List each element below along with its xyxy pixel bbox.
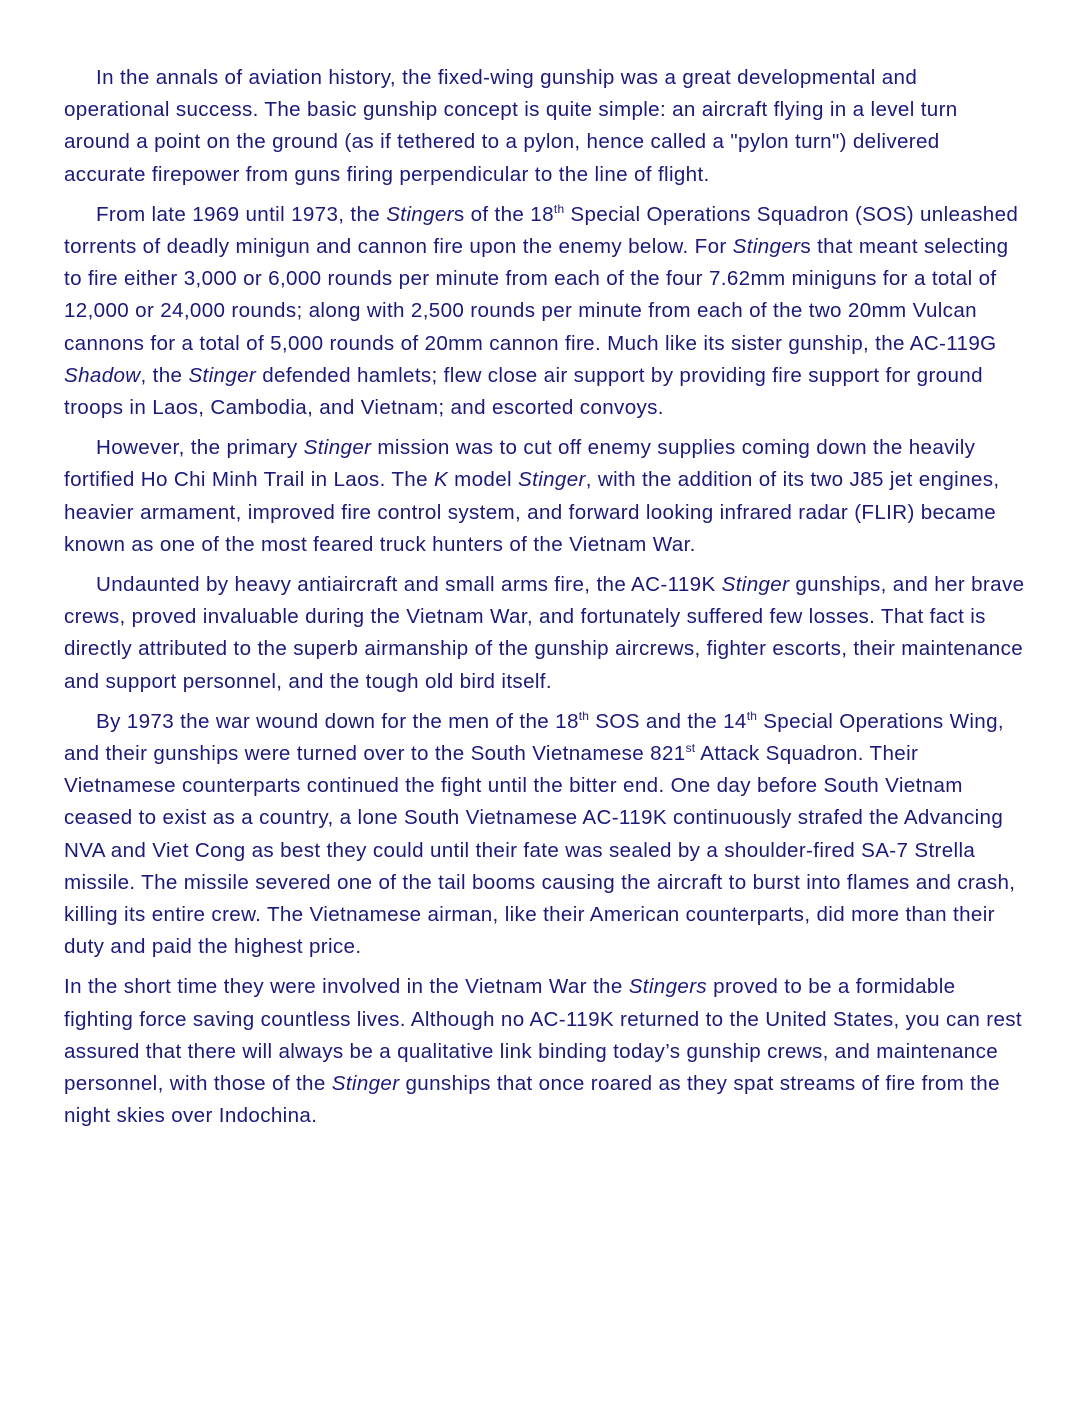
paragraph-text: From late 1969 until 1973, the bbox=[96, 202, 387, 226]
italic-text: K bbox=[433, 468, 449, 492]
ordinal-suffix: st bbox=[685, 741, 696, 756]
paragraph-text: , with the addition of its two J85 jet engines, heavier armament, improved fire control system, and forward looking infrared radar (FLIR) became known as one of the most feared truck hunters of the Vietnam War. bbox=[64, 468, 1000, 556]
paragraph-text: However, the primary bbox=[96, 436, 304, 460]
italic-text: Stinger bbox=[518, 468, 586, 492]
paragraph-text: Special Operations Wing, and their gunships were turned over to the South Vietnamese 821 bbox=[64, 709, 1004, 766]
paragraph-text: gunships, and her brave crews, proved invaluable during the Vietnam War, and fortunately suffered few losses. That fact is directly attributed to the superb airmanship of the gunship aircrews, fighter escorts, their maintenance and support personnel, and the tough old bird itself. bbox=[64, 573, 1025, 693]
paragraph-text: s of the 18 bbox=[453, 202, 554, 226]
document-body bbox=[64, 62, 1026, 1141]
paragraph-text: defended hamlets; flew close air support by providing fire support for ground troops in Laos, Cambodia, and Vietnam; and escorted convoys. bbox=[64, 363, 983, 420]
paragraph-text: proved to be a formidable fighting force saving countless lives. Although no AC-119K returned to the United States, you can rest assured that there will always be a qualitative link binding today’s gunship crews, and maintenance personnel, with those of the bbox=[64, 975, 1023, 1096]
paragraph-text: model bbox=[448, 468, 519, 492]
italic-text: Stinger bbox=[721, 573, 790, 597]
paragraph-text: Special Operations Squadron (SOS) unleashed torrents of deadly minigun and cannon fire upon the enemy below. For bbox=[64, 202, 1019, 259]
paragraph-text: Undaunted by heavy antiaircraft and small arms fire, the AC-119K bbox=[96, 573, 722, 597]
paragraph-text: By 1973 the war wound down for the men of the 18 bbox=[96, 709, 579, 733]
paragraph-text: In the annals of aviation history, the fixed-wing gunship was a great developmental and operational success. The basic gunship concept is quite simple: an aircraft flying in a level turn around a point on the ground (as if tethered to a pylon, hence called a "pylon turn") delivered accurate firepower from guns firing perpendicular to the line of flight. bbox=[64, 66, 958, 186]
paragraph bbox=[64, 971, 1026, 1132]
italic-text: Stinger bbox=[732, 235, 801, 259]
italic-text: Stinger bbox=[188, 363, 257, 387]
paragraph-text: Attack Squadron. Their Vietnamese counterparts continued the fight until the bitter end. One day before South Vietnam ceased to exist as a country, a lone South Vietnamese AC-119K continuously strafed the Advancing NVA and Viet Cong as best they could until their fate was sealed by a shoulder-fired SA-7 Strella missile. The missile severed one of the tail booms causing the aircraft to burst into flames and crash, killing its entire crew. The Vietnamese airman, like their American counterparts, did more than their duty and paid the highest price. bbox=[64, 742, 1016, 959]
italic-text: Shadow bbox=[64, 363, 141, 387]
italic-text: Stinger bbox=[331, 1072, 400, 1096]
paragraph bbox=[64, 62, 1026, 191]
paragraph-text: s that meant selecting to fire either 3,000 or 6,000 rounds per minute from each of the four 7.62mm miniguns for a total of 12,000 or 24,000 rounds; along with 2,500 rounds per minute from each of the two 20mm Vulcan cannons for a total of 5,000 rounds of 20mm cannon fire. Much like its sister gunship, the AC-119G bbox=[64, 235, 1009, 355]
paragraph-text: SOS and the 14 bbox=[589, 709, 747, 733]
paragraph-text: , the bbox=[140, 363, 189, 387]
ordinal-suffix: th bbox=[553, 201, 565, 216]
paragraph-text: mission was to cut off enemy supplies coming down the heavily fortified Ho Chi Minh Trail in Laos. The bbox=[64, 436, 976, 492]
paragraph bbox=[64, 706, 1026, 964]
italic-text: Stinger bbox=[303, 436, 372, 460]
paragraph bbox=[64, 432, 1026, 561]
italic-text: Stinger bbox=[386, 202, 454, 226]
paragraph-text: gunships that once roared as they spat streams of fire from the night skies over Indochina. bbox=[64, 1072, 1000, 1128]
ordinal-suffix: th bbox=[746, 708, 758, 723]
paragraph bbox=[64, 569, 1026, 698]
italic-text: Stingers bbox=[628, 975, 708, 999]
paragraph bbox=[64, 199, 1026, 424]
paragraph-text: In the short time they were involved in the Vietnam War the bbox=[64, 975, 629, 999]
ordinal-suffix: th bbox=[578, 708, 590, 723]
